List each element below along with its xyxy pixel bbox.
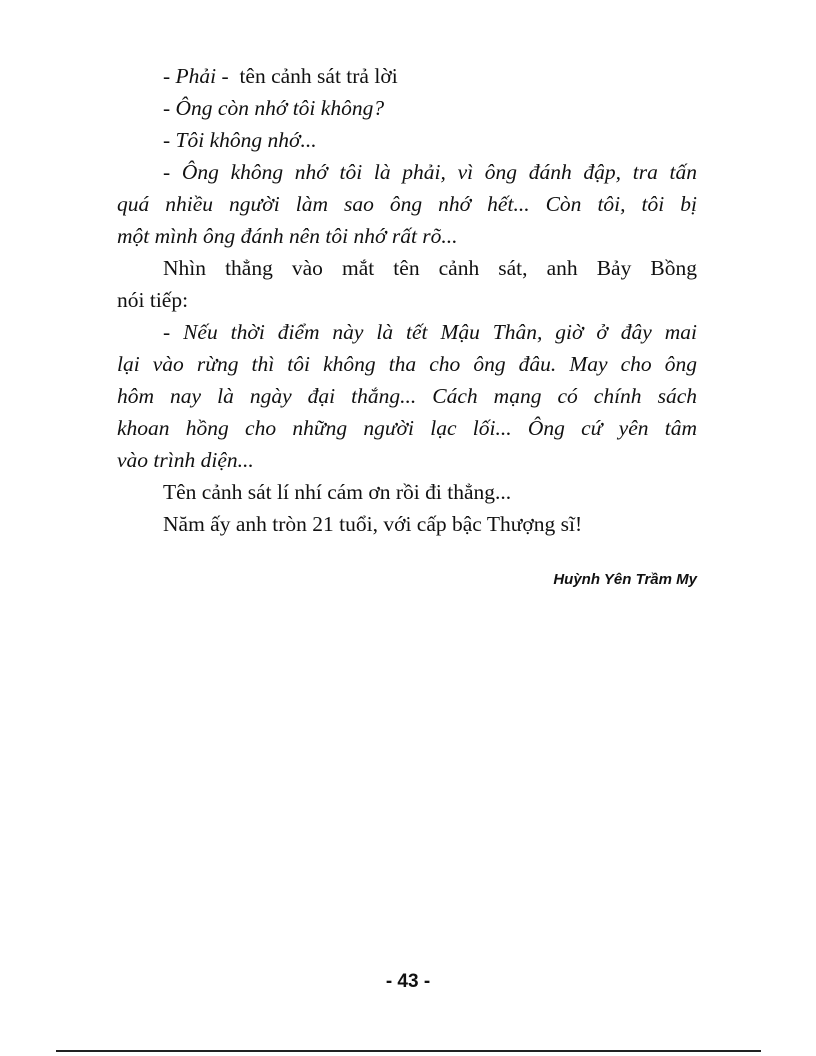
narration-line: Nhìn thẳng vào mắt tên cảnh sát, anh Bảy Bồng — [163, 256, 697, 280]
dialogue-line: hôm nay là ngày đại thắng... Cách mạng có chính sách — [117, 384, 697, 408]
dialogue-line: - Ông không nhớ tôi là phải, vì ông đánh đập, tra tấn — [163, 160, 697, 184]
narration-line: Năm ấy anh tròn 21 tuổi, với cấp bậc Thượng sĩ! — [163, 512, 583, 536]
author-signature: Huỳnh Yên Trầm My — [553, 571, 697, 588]
page-number: - 43 - — [385, 971, 431, 992]
dialogue-line: lại vào rừng thì tôi không tha cho ông đâu. May cho ông — [117, 352, 697, 376]
dialogue-line: vào trình diện... — [117, 448, 254, 472]
dialogue-line — [117, 60, 697, 92]
dialogue-line: khoan hồng cho những người lạc lối... Ông cứ yên tâm — [117, 416, 697, 440]
dialogue-line: - Nếu thời điểm này là tết Mậu Thân, giờ ở đây mai — [163, 320, 697, 344]
dialogue-line: quá nhiều người làm sao ông nhớ hết... Còn tôi, tôi bị — [117, 192, 697, 216]
text-body — [117, 60, 697, 540]
dialogue-tag: tên cảnh sát trả lời — [228, 64, 398, 88]
narration-line: nói tiếp: — [117, 288, 189, 312]
bottom-divider — [56, 1050, 761, 1052]
dialogue-line: - Ông còn nhớ tôi không? — [163, 96, 385, 120]
dialogue-line: một mình ông đánh nên tôi nhớ rất rõ... — [117, 224, 458, 248]
dialogue-line: - Tôi không nhớ... — [163, 128, 317, 152]
narration-line: Tên cảnh sát lí nhí cám ơn rồi đi thẳng... — [163, 480, 512, 504]
dialogue-speech: - Phải - — [163, 64, 229, 88]
